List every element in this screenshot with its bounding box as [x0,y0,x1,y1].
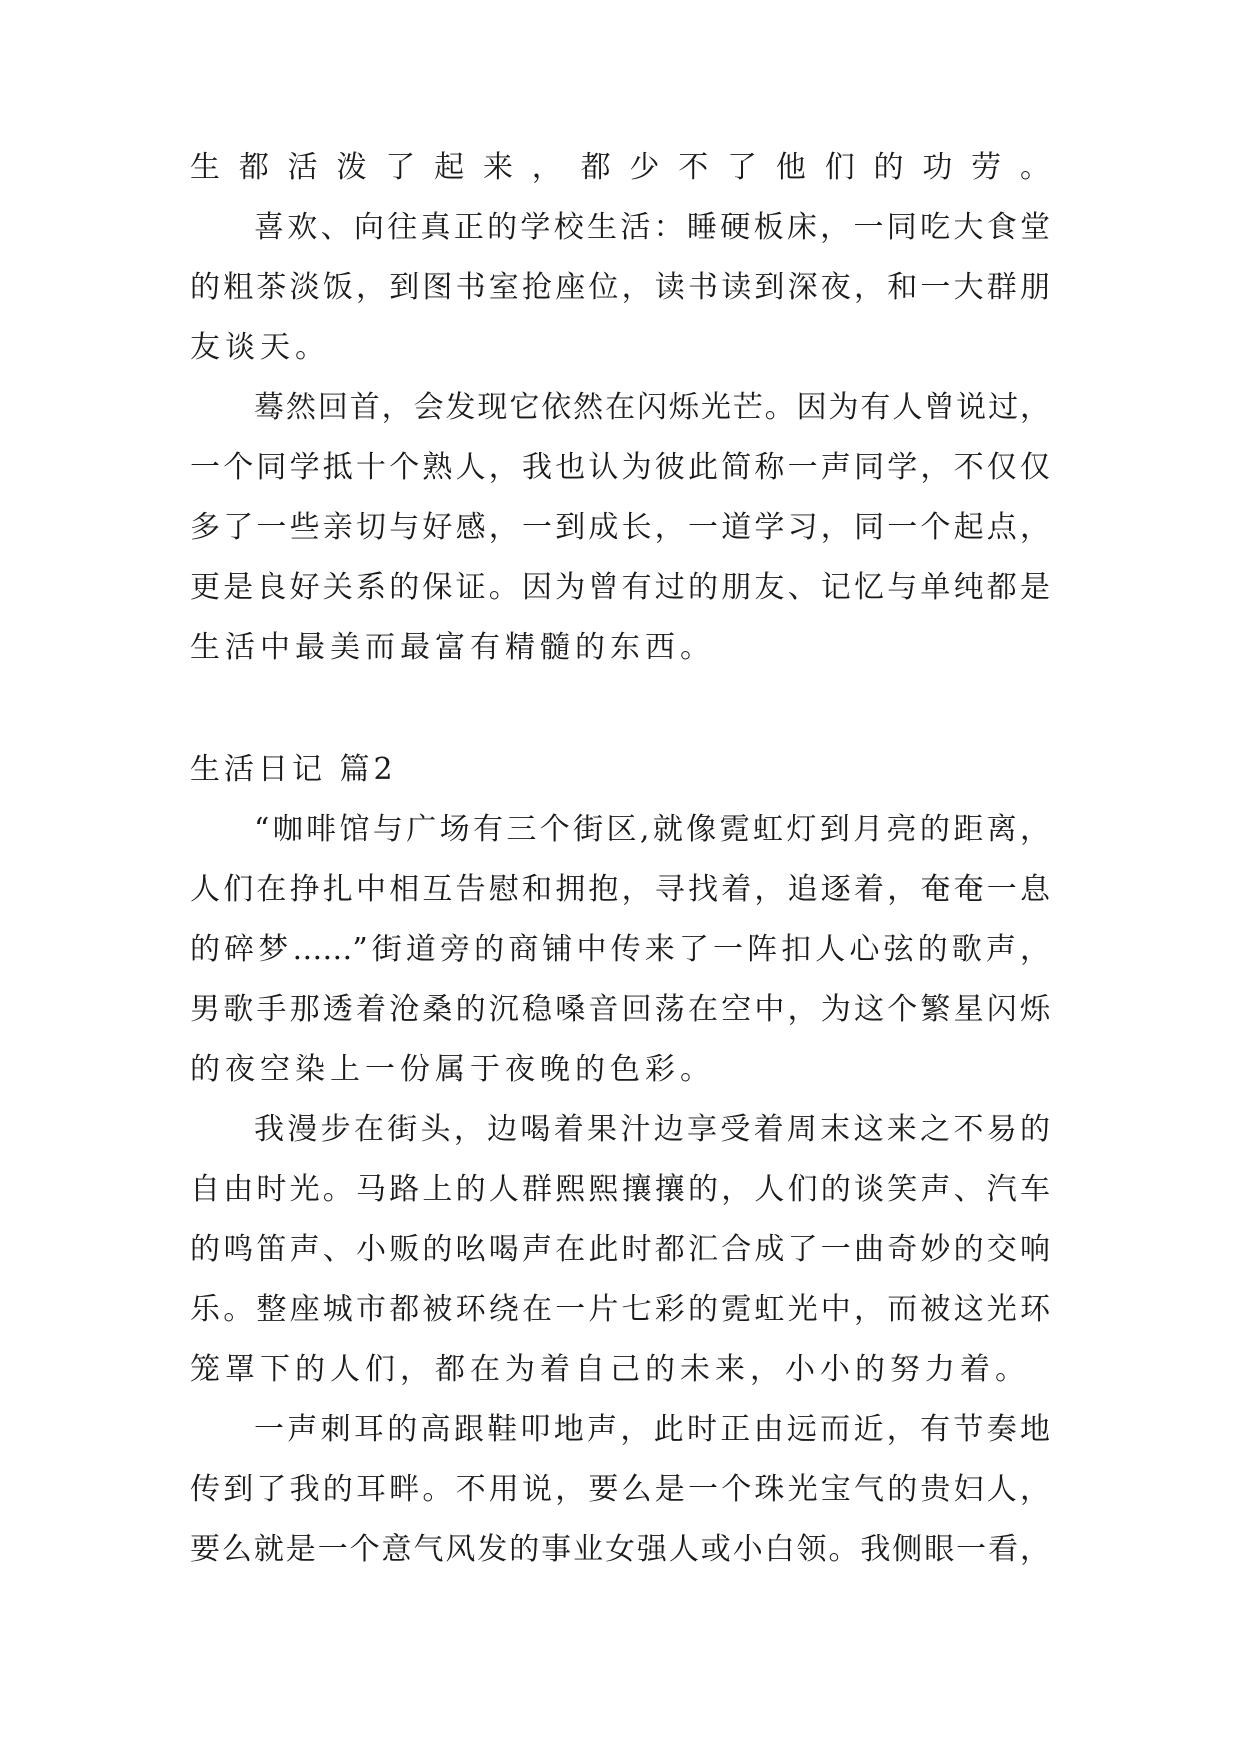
paragraph-4-line-2: 人们在挣扎中相互告慰和拥抱，寻找着，追逐着，奄奄一息 [190,872,1050,907]
section-heading-block [190,740,1050,800]
paragraph-5-line-1: 我漫步在街头，边喝着果汁边享受着周末这来之不易的 [254,1112,1050,1147]
paragraph-3-line-4: 更是良好关系的保证。因为曾有过的朋友、记忆与单纯都是 [190,570,1050,605]
paragraph-4-line-1: “咖啡馆与广场有三个街区,就像霓虹灯到月亮的距离， [254,812,1050,847]
paragraph-2-line-1: 喜欢、向往真正的学校生活：睡硬板床，一同吃大食堂 [254,210,1050,245]
paragraph-2-line-3: 友谈天。 [190,330,330,365]
paragraph-5-line-4: 乐。整座城市都被环绕在一片七彩的霓虹光中，而被这光环 [190,1292,1050,1327]
paragraph-6-line-2: 传到了我的耳畔。不用说，要么是一个珠光宝气的贵妇人， [190,1472,1050,1507]
paragraph-6-line-3: 要么就是一个意气风发的事业女强人或小白领。我侧眼一看， [190,1532,1050,1567]
paragraph-3-line-2: 一个同学抵十个熟人，我也认为彼此简称一声同学，不仅仅 [190,450,1050,485]
section-heading: 生活日记 篇2 [190,752,397,787]
paragraph-1-line-1: 生都活泼了起来，都少不了他们的功劳。 [190,150,1050,185]
paragraph-5-line-2: 自由时光。马路上的人群熙熙攘攘的，人们的谈笑声、汽车 [190,1172,1050,1207]
document-body-continued [190,800,1050,1580]
paragraph-4-line-4: 男歌手那透着沧桑的沉稳嗓音回荡在空中，为这个繁星闪烁 [190,992,1050,1027]
paragraph-5-line-5: 笼罩下的人们，都在为着自己的未来，小小的努力着。 [190,1352,1030,1387]
document-body [190,138,1050,678]
paragraph-6-line-1: 一声刺耳的高跟鞋叩地声，此时正由远而近，有节奏地 [254,1412,1050,1447]
paragraph-3-line-1: 蓦然回首，会发现它依然在闪烁光芒。因为有人曾说过， [254,390,1050,425]
paragraph-4-line-5: 的夜空染上一份属于夜晚的色彩。 [190,1052,715,1087]
paragraph-3-line-5: 生活中最美而最富有精髓的东西。 [190,630,715,665]
paragraph-3-line-3: 多了一些亲切与好感，一到成长，一道学习，同一个起点， [190,510,1050,545]
paragraph-4-line-3: 的碎梦……”街道旁的商铺中传来了一阵扣人心弦的歌声， [190,932,1050,967]
paragraph-5-line-3: 的鸣笛声、小贩的吆喝声在此时都汇合成了一曲奇妙的交响 [190,1232,1050,1267]
paragraph-2-line-2: 的粗茶淡饭，到图书室抢座位，读书读到深夜，和一大群朋 [190,270,1050,305]
